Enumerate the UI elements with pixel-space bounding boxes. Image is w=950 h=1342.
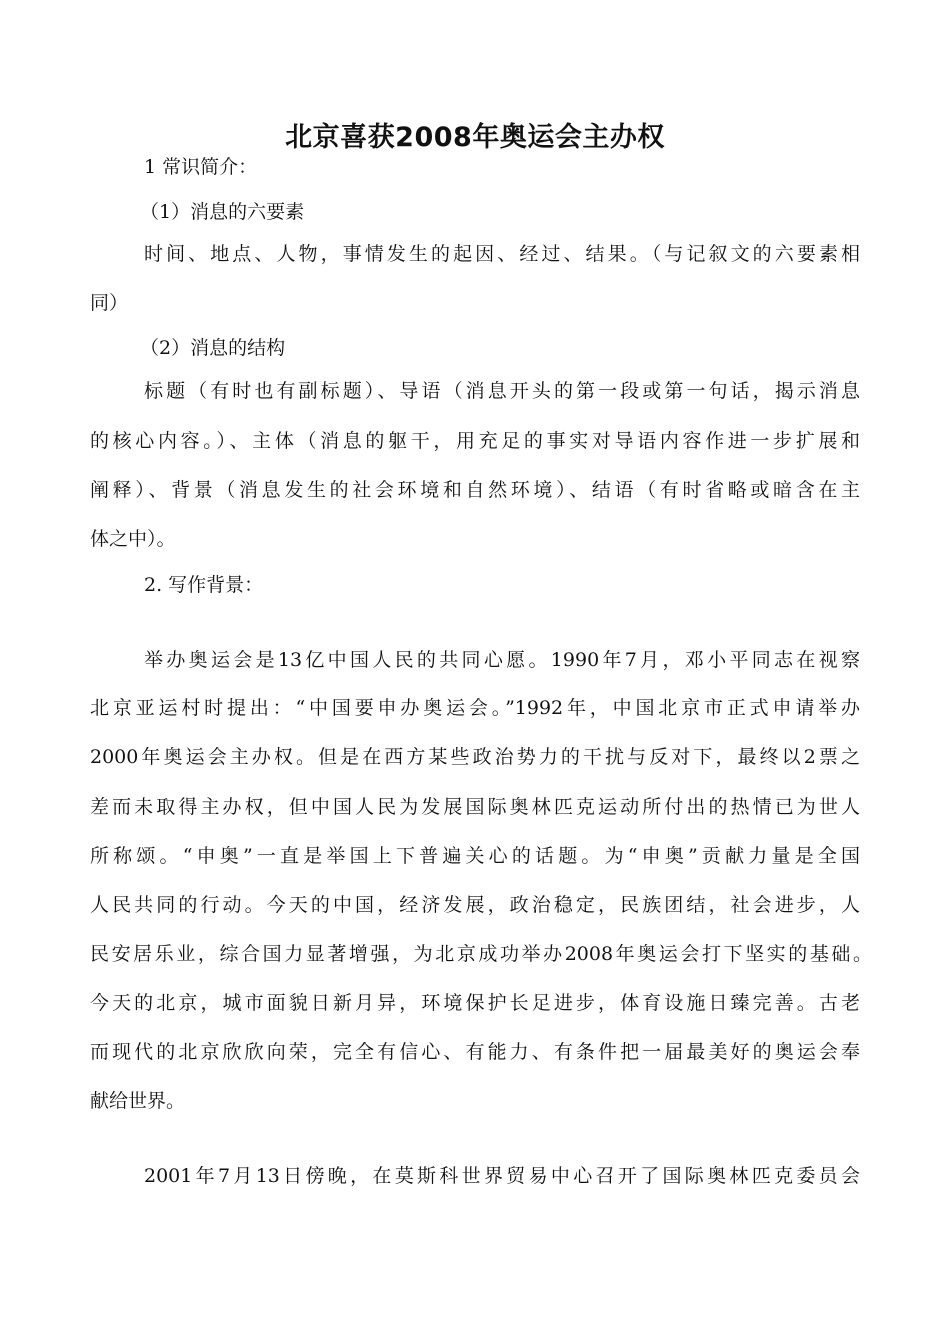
section-heading-common-knowledge: 1 常识简介： [144,156,258,178]
paragraph-line: 2000年奥运会主办权。但是在西方某些政治势力的干扰与反对下，最终以2票之 [90,746,860,768]
document-title: 北京喜获2008年奥运会主办权 [285,122,665,153]
paragraph-line: 民安居乐业，综合国力显著增强，为北京成功举办2008年奥运会打下坚实的基础。 [90,943,872,965]
paragraph-line: 阐释）、背景（消息发生的社会环境和自然环境）、结语（有时省略或暗含在主 [90,479,860,501]
paragraph-line: 举办奥运会是13亿中国人民的共同心愿。1990年7月，邓小平同志在视察 [144,649,860,671]
paragraph-line: 标题（有时也有副标题）、导语（消息开头的第一段或第一句话，揭示消息 [144,380,860,402]
paragraph-line: 今天的北京，城市面貌日新月异，环境保护长足进步，体育设施日臻完善。古老 [90,992,860,1014]
paragraph-line: 献给世界。 [90,1090,186,1112]
subheading-structure: （2）消息的结构 [140,337,286,359]
section-heading-background: 2. 写作背景： [144,574,264,596]
paragraph-line: 所称颂。“申奥”一直是举国上下普遍关心的话题。为“申奥”贡献力量是全国 [90,845,860,867]
paragraph-line: 的核心内容。）、主体（消息的躯干，用充足的事实对导语内容作进一步扩展和 [90,430,860,452]
paragraph-line: 体之中）。 [90,528,176,550]
paragraph-line: 差而未取得主办权，但中国人民为发展国际奥林匹克运动所付出的热情已为世人 [90,796,860,818]
paragraph-line: 时间、地点、人物，事情发生的起因、经过、结果。（与记叙文的六要素相 [144,243,860,265]
paragraph-line: 北京亚运村时提出：“中国要申办奥运会。”1992年，中国北京市正式申请举办 [90,697,860,719]
subheading-six-elements: （1）消息的六要素 [140,201,305,223]
paragraph-line: 同） [90,292,129,314]
paragraph-line: 人民共同的行动。今天的中国，经济发展，政治稳定，民族团结，社会进步，人 [90,894,860,916]
paragraph-line: 而现代的北京欣欣向荣，完全有信心、有能力、有条件把一届最美好的奥运会奉 [90,1041,860,1063]
paragraph-line: 2001年7月13日傍晚，在莫斯科世界贸易中心召开了国际奥林匹克委员会 [144,1165,860,1187]
